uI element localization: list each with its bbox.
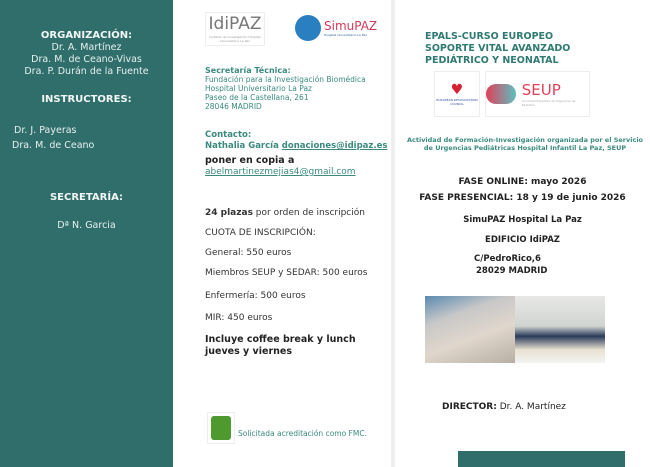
director: DIRECTOR: Dr. A. Martínez <box>442 402 566 412</box>
organizer: Dra. P. Durán de la Fuente <box>24 66 149 77</box>
photo-child-manikin <box>515 296 605 363</box>
secretary-heading: SECRETARÍA: <box>49 192 124 203</box>
fee-item: MIR: 450 euros <box>205 313 273 323</box>
instructor: Dr. J. Payeras <box>14 125 77 136</box>
building: EDIFICIO IdiPAZ <box>485 235 560 245</box>
photo-infant-manikin <box>425 296 515 363</box>
organizer: Dra. M. de Ceano-Vivas <box>31 54 142 65</box>
organization-list <box>0 42 173 78</box>
online-phase: FASE ONLINE: mayo 2026 <box>458 177 587 187</box>
fee-heading: CUOTA DE INSCRIPCIÓN: <box>205 228 316 238</box>
fee-item: General: 550 euros <box>205 248 292 258</box>
instructor: Dra. M. de Ceano <box>12 140 95 151</box>
simupaz-logo: SimuPAZ Hospital Universitario La Paz <box>295 12 385 44</box>
left-panel <box>0 0 173 467</box>
page-divider <box>391 0 395 467</box>
instructors-list <box>14 123 94 153</box>
plazas: 24 plazas por orden de inscripción <box>205 208 365 218</box>
contact-email-link[interactable]: donaciones@idipaz.es <box>281 141 388 151</box>
footer-bar <box>458 451 625 467</box>
erc-logo: ♥ EUROPEAN RESUSCITATION COUNCIL <box>434 71 480 117</box>
includes-note: Incluye coffee break y lunch jueves y viernes <box>205 334 356 357</box>
address: C/PedroRico,6 28029 MADRID <box>474 254 548 276</box>
fee-item: Enfermería: 500 euros <box>205 291 306 301</box>
secretary-name: Dª N. Garcia <box>57 220 116 231</box>
cc-label: poner en copia a <box>205 155 295 166</box>
seup-emblem-icon <box>486 84 516 104</box>
course-title: EPALS-CURSO EUROPEO SOPORTE VITAL AVANZADO PEDIÁTRICO Y NEONATAL <box>425 31 571 66</box>
instructors-heading: INSTRUCTORES: <box>41 94 132 105</box>
technical-secretary: Secretaría Técnica: Fundación para la Investigación Biomédica Hospital Universitario La Paz Paseo de la Castellana, 261 28046 MADRID <box>205 66 366 111</box>
fmc-logo-icon <box>207 412 235 444</box>
seup-logo: SEUP Sociedad Española de Urgencias de Pediatría <box>485 71 590 117</box>
venue: SimuPAZ Hospital La Paz <box>463 215 582 225</box>
organization-heading: ORGANIZACIÓN: <box>40 30 133 41</box>
contact-block: Contacto: Nathalia García donaciones@idipaz.es <box>205 130 388 151</box>
fee-item: Miembros SEUP y SEDAR: 500 euros <box>205 268 368 278</box>
idipaz-logo: IdiPAZ Instituto de Investigación Hospital Universitario La Paz <box>205 12 265 46</box>
fmc-note: Solicitada acreditación como FMC. <box>238 429 367 438</box>
simupaz-emblem-icon <box>295 15 321 41</box>
organizer: Dr. A. Martínez <box>51 42 122 53</box>
cc-email-link[interactable]: abelmartinezmejias4@gmail.com <box>205 167 356 177</box>
in-person-phase: FASE PRESENCIAL: 18 y 19 de junio 2026 <box>419 193 626 203</box>
heart-lungs-icon: ♥ <box>450 82 464 98</box>
activity-note: Actividad de Formación-Investigación organizada por el Servicio de Urgencias Pediátricas Hospital Infantil La Paz, SEUP <box>406 136 644 152</box>
